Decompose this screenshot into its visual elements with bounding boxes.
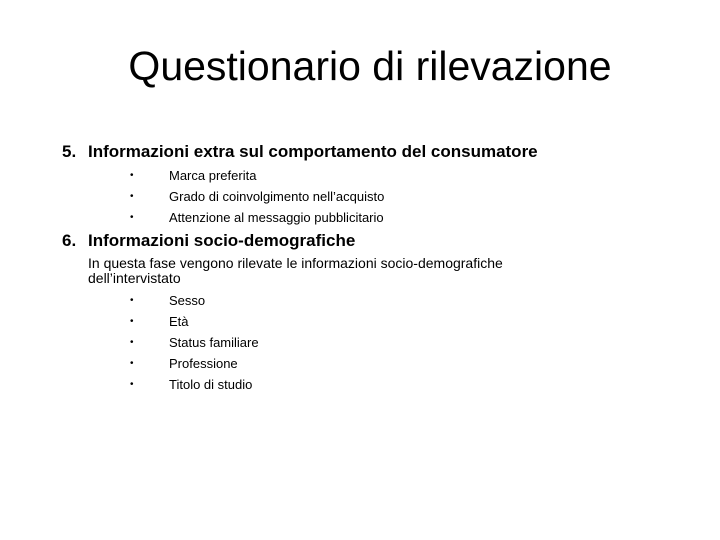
section-heading (62, 141, 702, 163)
section-number: 5. (62, 142, 77, 161)
list-item: • Titolo di studio (62, 374, 702, 395)
bullet-icon: • (130, 212, 134, 223)
list-item: • Marca preferita (62, 165, 702, 186)
list-item: • Status familiare (62, 332, 702, 353)
bullet-list (62, 165, 702, 228)
section-heading (62, 230, 702, 252)
bullet-icon: • (130, 170, 134, 181)
list-item: • Grado di coinvolgimento nell’acquisto (62, 186, 702, 207)
bullet-icon: • (130, 295, 134, 306)
section-description: In questa fase vengono rilevate le informazioni socio-demografiche dell’intervistato (88, 255, 503, 286)
bullet-icon: • (130, 316, 134, 327)
section-title: Informazioni socio-demografiche (88, 231, 356, 250)
list-item: • Sesso (62, 290, 702, 311)
list-item: • Età (62, 311, 702, 332)
slide-title: Questionario di rilevazione (128, 43, 612, 89)
bullet-list (62, 290, 702, 395)
section-5 (62, 141, 702, 228)
section-6 (62, 230, 702, 395)
bullet-icon: • (130, 191, 134, 202)
bullet-icon: • (130, 358, 134, 369)
section-number: 6. (62, 231, 77, 250)
section-title: Informazioni extra sul comportamento del consumatore (88, 142, 538, 161)
bullet-icon: • (130, 379, 134, 390)
bullet-icon: • (130, 337, 134, 348)
list-item: • Professione (62, 353, 702, 374)
list-item: • Attenzione al messaggio pubblicitario (62, 207, 702, 228)
